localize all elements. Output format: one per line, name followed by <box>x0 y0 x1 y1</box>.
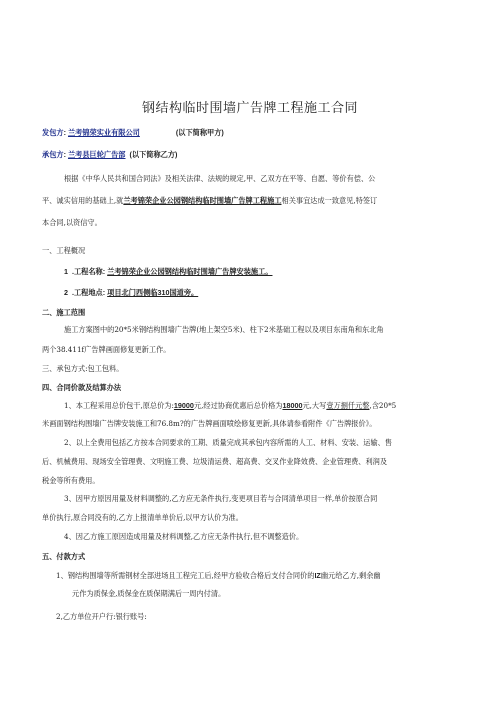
clause-4-3-line-1: 3、因甲方原因用量及材料调整的,乙方应无条件执行,变更项目若与合同清单项目一样,单价按原合同 <box>64 494 378 503</box>
clause-4-2-line-3: 税金等所有费用。 <box>42 476 100 485</box>
section-1-item-1 <box>64 267 272 277</box>
item-1-label: .工程名称: <box>72 267 106 276</box>
clause-4-1-text-d: ,含20*5 <box>369 401 397 410</box>
clause-4-1-line-2: 米画面钢结构围墙广告牌安装施工和76.8m?的广告牌画面喷绘修复更新,具体请参看附件《广告牌报价》。 <box>42 419 377 428</box>
party-a-label: 发包方 <box>42 128 64 137</box>
clause-4-1-text-b: 元,经过协商优惠后总价格为 <box>193 401 283 410</box>
final-price: 18000 <box>282 401 303 410</box>
party-a-line <box>42 128 224 138</box>
item-2-value: 项目北门西侧临310国道旁。 <box>107 288 199 297</box>
section-4-heading: 四、合同价款及结算办法 <box>42 383 122 392</box>
payment-2: 2,乙方单位开户行:银行账号: <box>56 612 147 621</box>
clause-4-2-line-2: 后、机械费用、现场安全管理费、文明施工费、垃圾清运费、超高费、交叉作业降效费、企业管理费、利润及 <box>42 457 388 466</box>
page-title: 钢结构临时围墙广告牌工程施工合同 <box>141 101 358 116</box>
original-price: 19000 <box>173 401 194 410</box>
party-b-sep: : <box>63 150 66 159</box>
section-5-heading: 五、付款方式 <box>42 552 86 561</box>
clause-4-2-line-1: 2、以上全费用包括乙方按本合同要求的工期、质量完成其承包内容所需的人工、材料、安装、运输、售 <box>64 438 393 447</box>
preamble-line-3: 本合同,以资信守。 <box>42 218 102 227</box>
payment-1-line-1 <box>56 571 381 581</box>
item-2-number: 2 <box>64 288 68 297</box>
clause-4-4: 4、因乙方施工原因造成用量及材料调整,乙方应无条件执行,但不调整造价。 <box>64 532 304 541</box>
section-3-heading: 三、承包方式:包工包料。 <box>42 364 124 373</box>
party-a-name: 兰考锦荣实业有限公司 <box>67 128 140 137</box>
clause-4-1-line-1 <box>64 401 396 411</box>
party-b-label: 承包方 <box>42 150 64 159</box>
item-1-value: 兰考锦荣企业公园钢结构临时围墙广告牌安装施工。 <box>107 267 273 276</box>
preamble-line-2-post: 相关事宜达成一致意见,特签订 <box>281 196 378 205</box>
section-1-heading: 一、工程概况 <box>42 246 86 255</box>
section-1-item-2 <box>64 288 198 298</box>
clause-4-3-line-2: 单价执行,原合同没有的,乙方上报清单单价后,以甲方认价为准。 <box>42 513 243 522</box>
payment-1-text-c: 幽元给乙方,剩余幽 <box>320 571 381 580</box>
clause-4-1-text-c: 元,大写 <box>302 401 327 410</box>
party-a-sep: : <box>63 128 66 137</box>
party-b-line <box>42 150 177 160</box>
payment-1-line-2: 元作为质保金,质保金在质保期满后一周内付清。 <box>72 589 226 598</box>
preamble-line-2 <box>42 196 377 206</box>
clause-4-1-text-a: 1、本工程采用总价包干,原总价为: <box>64 401 174 410</box>
preamble-line-1: 根据《中华人民共和国合同法》及相关法律、法规的规定,甲、乙双方在平等、自愿、等价有偿、公 <box>64 174 376 183</box>
final-price-words: 壹万捌仟元整 <box>326 401 370 410</box>
preamble-line-2-pre: 平、诚实信用的基础上,就 <box>42 196 124 205</box>
item-2-label: .工程地点: <box>72 288 106 297</box>
section-2-heading: 二、施工范围 <box>42 308 86 317</box>
payment-1-text-a: 1、钢结构围墙等所需钢材全部进场且工程完工后,经甲方验收合格后支付合同价的 <box>56 571 315 580</box>
project-name: 兰考锦荣企业公园钢结构临时围墙广告牌工程施工 <box>123 196 282 205</box>
party-b-note: (以下简称乙方) <box>129 150 178 159</box>
item-1-number: 1 <box>64 267 68 276</box>
payment-1-text-b: IZ <box>314 571 321 580</box>
section-2-para-line-2: 两个38.411f广告牌画面修复更新工作。 <box>42 345 171 354</box>
party-a-note: (以下简称甲方) <box>175 128 224 137</box>
section-2-para-line-1: 施工方案图中的20*5米钢结构围墙广告牌(地上架空5米)、柱下2米基础工程以及项目东南角和东北角 <box>64 325 384 334</box>
party-b-name: 兰考县巨轮广告部 <box>67 150 126 159</box>
